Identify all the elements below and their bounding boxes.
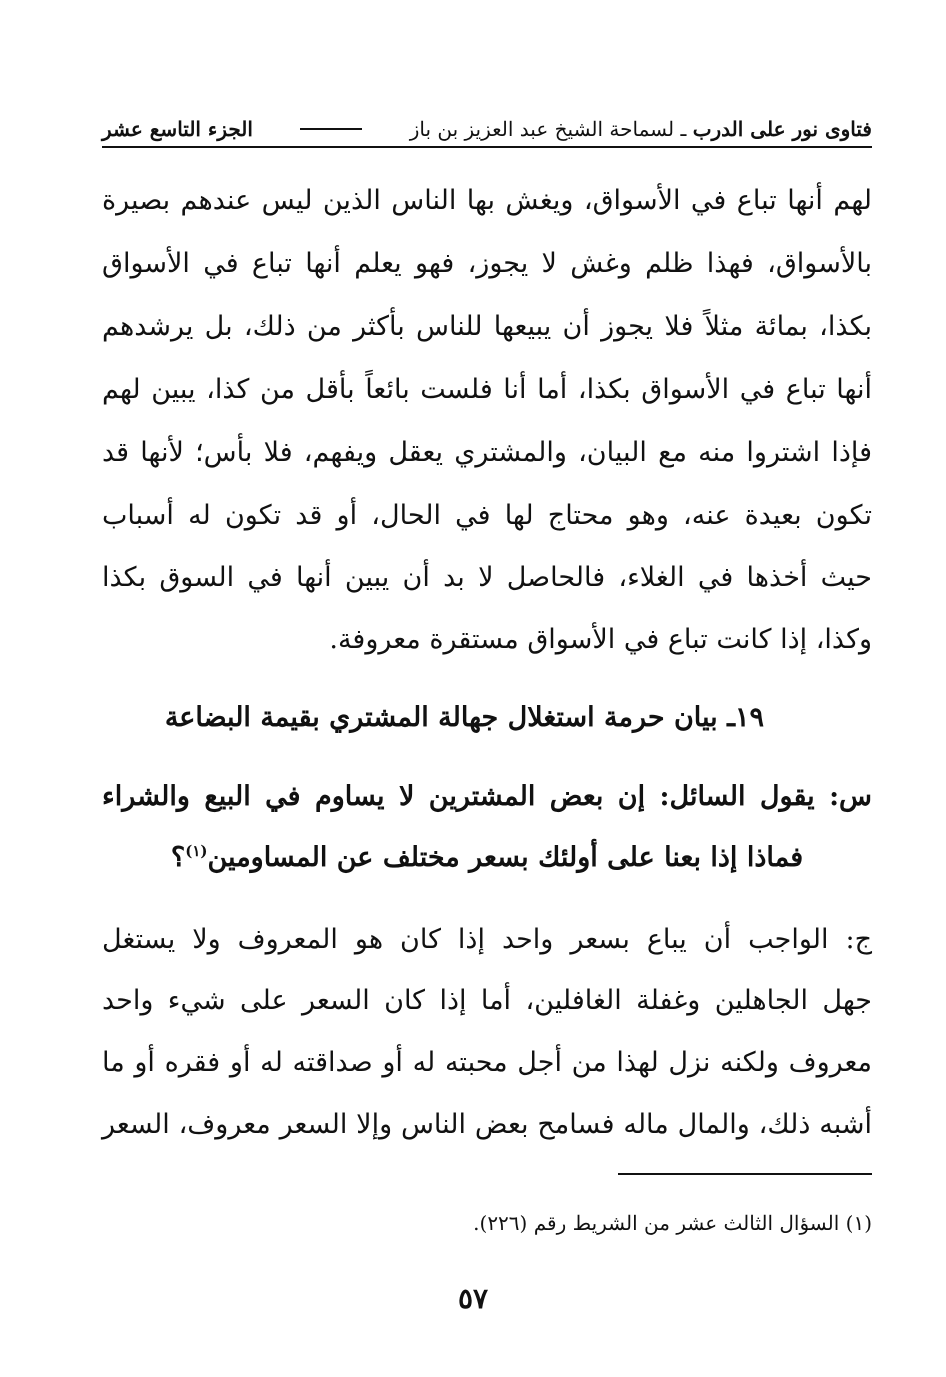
paragraph-line: وكذا، إذا كانت تباع في الأسواق مستقرة معروفة. — [329, 624, 872, 655]
paragraph-line: حيث أخذها في الغلاء، فالحاصل لا بد أن يبين أنها في السوق بكذا — [102, 562, 872, 593]
answer-line: جهل الجاهلين وغفلة الغافلين، أما إذا كان السعر على شيء واحد — [102, 985, 872, 1016]
answer-line: ج: الواجب أن يباع بسعر واحد إذا كان هو المعروف ولا يستغل — [102, 924, 872, 955]
paragraph-line: بكذا، بمائة مثلاً فلا يجوز أن يبيعها للناس بأكثر من ذلك، بل يرشدهم — [102, 311, 872, 342]
section-heading: ١٩ـ بيان حرمة استغلال جهالة المشتري بقيمة البضاعة — [164, 702, 764, 733]
header-rule — [300, 128, 362, 130]
paragraph-line: بالأسواق، فهذا ظلم وغش لا يجوز، فهو يعلم أنها تباع في الأسواق — [102, 248, 872, 279]
question-line-2 — [102, 838, 872, 878]
question-text: فماذا إذا بعنا على أولئك بسعر مختلف عن المساومين — [207, 842, 804, 873]
paragraph-line: تكون بعيدة عنه، وهو محتاج لها في الحال، أو قد تكون له أسباب — [102, 500, 872, 531]
footnote: (١) السؤال الثالث عشر من الشريط رقم (٢٢٦). — [473, 1211, 872, 1235]
question-mark: ؟ — [170, 842, 186, 873]
paragraph-line: فإذا اشتروا منه مع البيان، والمشتري يعقل ويفهم، فلا بأس؛ لأنها قد — [102, 437, 872, 468]
header-author: ـ لسماحة الشيخ عبد العزيز بن باز — [409, 117, 687, 141]
footnote-divider — [618, 1173, 872, 1175]
answer-line: معروف ولكنه نزل لهذا من أجل محبته له أو صداقته له أو فقره أو ما — [102, 1047, 872, 1078]
footnote-marker: (١) — [185, 842, 208, 860]
paragraph-line: أنها تباع في الأسواق بكذا، أما أنا فلست بائعاً بأقل من كذا، يبين لهم — [102, 374, 872, 405]
question-line: س: يقول السائل: إن بعض المشترين لا يساوم في البيع والشراء — [102, 781, 872, 812]
answer-line: أشبه ذلك، والمال ماله فسامح بعض الناس وإلا السعر معروف، السعر — [102, 1109, 872, 1140]
header-series-group — [410, 117, 872, 141]
page-number: ٥٧ — [457, 1282, 489, 1315]
header-series-title: فتاوى نور على الدرب — [692, 117, 872, 141]
paragraph-line: لهم أنها تباع في الأسواق، ويغش بها الناس الذين ليس عندهم بصيرة — [102, 185, 872, 216]
header-volume: الجزء التاسع عشر — [102, 117, 253, 141]
running-header — [102, 112, 872, 148]
